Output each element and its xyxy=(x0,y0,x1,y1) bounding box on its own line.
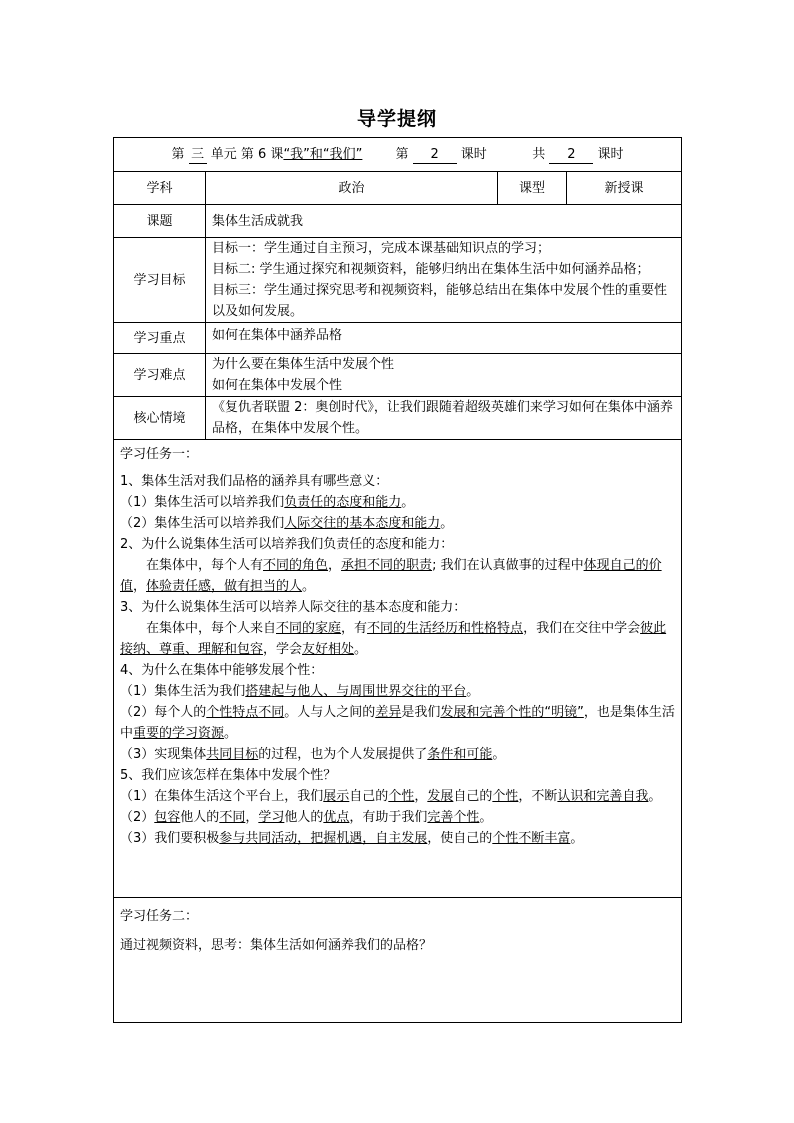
task1-q1a: （1）集体生活可以培养我们负责任的态度和能力。 xyxy=(120,495,415,510)
task2-row xyxy=(114,898,682,1023)
difficulty-item: 如何在集体中发展个性 xyxy=(212,378,343,393)
task1-q4a: （1）集体生活为我们搭建起与他人、与周围世界交往的平台。 xyxy=(120,684,480,699)
task1-q4: 4、为什么在集体中能够发展个性： xyxy=(120,663,324,678)
scenario-label: 核心情境 xyxy=(114,397,206,440)
topic-value: 集体生活成就我 xyxy=(206,205,682,238)
scenario-row xyxy=(114,397,682,440)
task1-content xyxy=(114,440,682,898)
goal-item: 目标一：学生通过自主预习，完成本课基础知识点的学习； xyxy=(212,241,551,256)
period-suffix: 课时 xyxy=(460,147,487,162)
task1-q2a: 在集体中，每个人有不同的角色，承担不同的职责; 我们在认真做事的过程中体现自己的价值，体验责任感，做有担当的人。 xyxy=(120,558,662,594)
type-label: 课型 xyxy=(498,172,567,205)
task1-q4c: （3）实现集体共同目标的过程，也为个人发展提供了条件和可能。 xyxy=(120,747,506,762)
difficulty-item: 为什么要在集体生活中发展个性 xyxy=(212,357,395,372)
task1-q4b: （2）每个人的个性特点不同。人与人之间的差异是我们发展和完善个性的“明镜”，也是集体生活中重要的学习资源。 xyxy=(120,705,675,741)
goals-list xyxy=(206,238,682,323)
unit-prefix: 第 xyxy=(171,147,185,162)
topic-label: 课题 xyxy=(114,205,206,238)
study-guide-table xyxy=(113,137,682,1023)
page-title: 导学提纲 xyxy=(356,108,437,130)
total-prefix: 共 xyxy=(532,147,546,162)
task1-q3: 3、为什么说集体生活可以培养人际交往的基本态度和能力： xyxy=(120,600,467,615)
focus-row xyxy=(114,323,682,354)
header-row xyxy=(114,138,682,172)
difficulty-row xyxy=(114,354,682,397)
goal-item: 目标三：学生通过探究思考和视频资料，能够总结出在集体中发展个性的重要性以及如何发展。 xyxy=(212,283,668,319)
focus-value: 如何在集体中涵养品格 xyxy=(206,323,682,354)
total-suffix: 课时 xyxy=(597,147,624,162)
unit-number: 三 xyxy=(189,147,207,164)
difficulty-label: 学习难点 xyxy=(114,354,206,397)
task1-q2: 2、为什么说集体生活可以培养我们负责任的态度和能力： xyxy=(120,537,454,552)
difficulty-list xyxy=(206,354,682,397)
task1-q5c: （3）我们要积极参与共同活动，把握机遇，自主发展，使自己的个性不断丰富。 xyxy=(120,831,584,846)
task1-q5b: （2）包容他人的不同，学习他人的优点，有助于我们完善个性。 xyxy=(120,810,493,825)
topic-row xyxy=(114,205,682,238)
scenario-value: 《复仇者联盟 2：奥创时代》，让我们跟随着超级英雄们来学习如何在集体中涵养品格，在集体中发展个性。 xyxy=(206,397,682,440)
lesson-header xyxy=(114,138,682,172)
task2-content xyxy=(114,898,682,1023)
total-number: 2 xyxy=(549,147,593,164)
task1-row xyxy=(114,440,682,898)
task1-q1: 1、集体生活对我们品格的涵养具有哪些意义： xyxy=(120,474,389,489)
lesson-title: “我”和“我们” xyxy=(283,147,363,162)
goal-item: 目标二: 学生通过探究和视频资料，能够归纳出在集体生活中如何涵养品格； xyxy=(212,262,650,277)
focus-label: 学习重点 xyxy=(114,323,206,354)
task1-heading: 学习任务一： xyxy=(120,447,199,462)
task2-question: 通过视频资料，思考：集体生活如何涵养我们的品格？ xyxy=(120,938,433,953)
type-value: 新授课 xyxy=(567,172,682,205)
period-number: 2 xyxy=(413,147,457,164)
goals-row xyxy=(114,238,682,323)
subject-row xyxy=(114,172,682,205)
task1-q1b: （2）集体生活可以培养我们人际交往的基本态度和能力。 xyxy=(120,516,454,531)
subject-label: 学科 xyxy=(114,172,206,205)
task1-q5: 5、我们应该怎样在集体中发展个性？ xyxy=(120,768,337,783)
unit-suffix: 单元 第 6 课 xyxy=(210,147,284,162)
task2-heading: 学习任务二： xyxy=(120,909,199,924)
goals-label: 学习目标 xyxy=(114,238,206,323)
period-prefix: 第 xyxy=(395,147,409,162)
subject-value: 政治 xyxy=(206,172,498,205)
task1-q3a: 在集体中，每个人来自不同的家庭，有不同的生活经历和性格特点，我们在交往中学会彼此接纳、尊重、理解和包容，学会友好相处。 xyxy=(120,621,667,657)
task1-q5a: （1）在集体生活这个平台上，我们展示自己的个性，发展自己的个性，不断认识和完善自我。 xyxy=(120,789,662,804)
